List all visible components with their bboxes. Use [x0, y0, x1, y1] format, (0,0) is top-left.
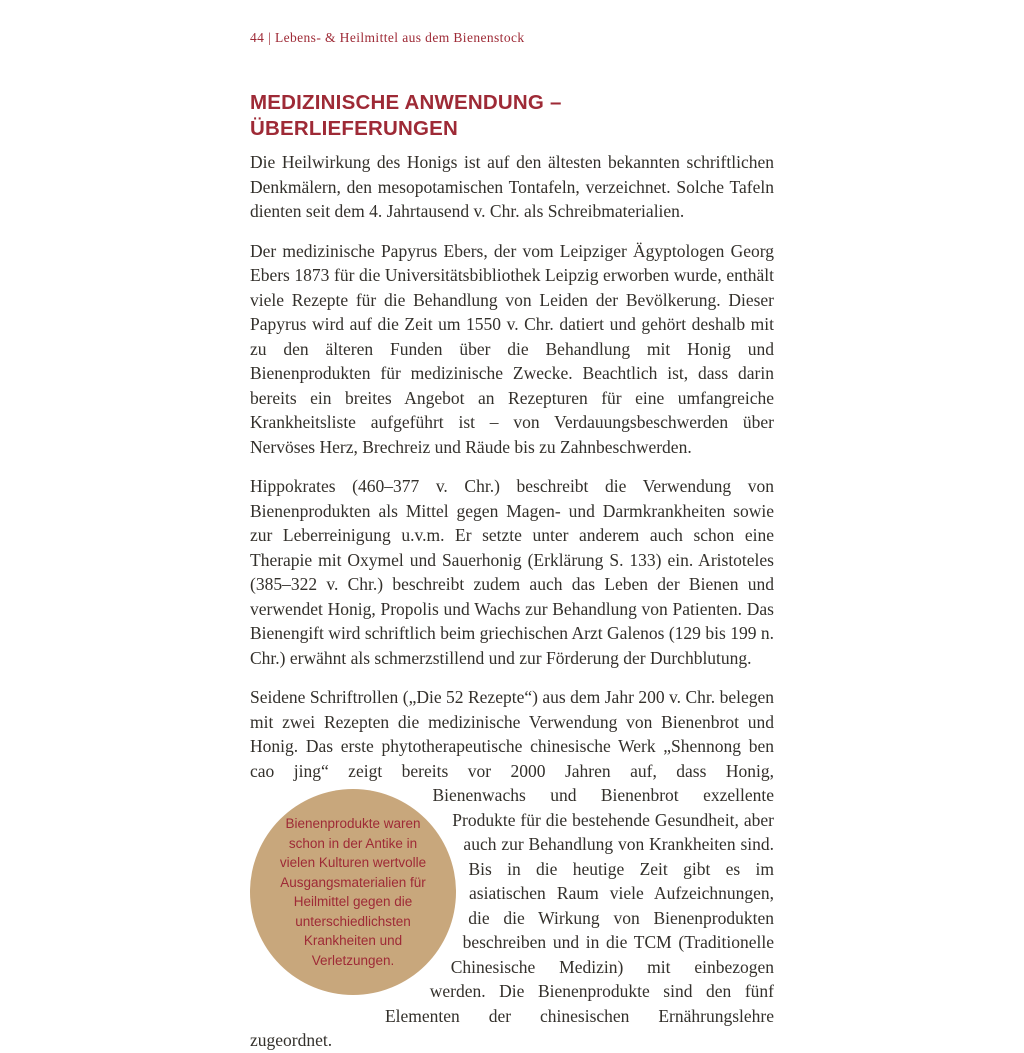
paragraph-papyrus-ebers: Der medizinische Papyrus Ebers, der vom Leipziger Ägyptologen Georg Ebers 1873 für die Universitätsbibliothek Leipzig erworben wurde, enthält viele Rezepte für die Behandlung von Leiden der Bevölkerung. Dieser Papyrus wird auf die Zeit um 1550 v. Chr. datiert und gehört deshalb mit zu den älteren Funden über die Behandlung mit Honig und Bienenprodukten für medizinische Zwecke. Beachtlich ist, dass darin bereits ein breites Angebot an Rezepturen für eine umfangreiche Krankheitsliste aufgeführt ist – von Verdauungsbeschwerden über Nervöses Herz, Brechreiz und Räude bis zu Zahnbeschwerden.	[250, 240, 774, 457]
callout-circle	[250, 789, 456, 995]
paragraph-china-continuation: Bienenwachs und Bienenbrot exzellente Produkte für die bestehende Gesundheit, aber auch zur Behandlung von Krankheiten sind. Bis in die heutige Zeit gibt es im asiatischen Raum viele Aufzeichnungen, die die Wirkung von Bienenprodukten beschreiben und in die TCM (Traditionelle Chinesische Medizin) mit einbezogen werden. Die Bienenprodukte sind den fünf Elementen der chinesischen Ernährungslehre zugeordnet.	[250, 785, 774, 1051]
paragraph-hippokrates: Hippokrates (460–377 v. Chr.) beschreibt die Verwendung von Bienenprodukten als Mittel gegen Magen- und Darmkrankheiten sowie zur Leberreinigung u.v.m. Er setzte unter anderem auch schon eine Therapie mit Oxymel und Sauerhonig (Erklärung S. 133) ein. Aristoteles (385–322 v. Chr.) beschreibt zudem auch das Leben der Bienen und verwendet Honig, Propolis und Wachs zur Behandlung von Patienten. Das Bienengift wird schriftlich beim griechischen Arzt Galenos (129 bis 199 n. Chr.) erwähnt als schmerzstillend und zur Förderung der Durchblutung.	[250, 476, 774, 668]
paragraph-tontafeln: Die Heilwirkung des Honigs ist auf den ältesten bekannten schriftlichen Denkmälern, den mesopotamischen Tontafeln, verzeichnet. Solche Tafeln dienten seit dem 4. Jahrtausend v. Chr. als Schreibmaterialien.	[250, 152, 774, 222]
callout-text: Bienenprodukte waren schon in der Antike in vielen Kulturen wertvolle Ausgangsmaterialien für Heilmittel gegen die unterschiedlichsten Krankheiten und Verletzungen.	[279, 816, 427, 968]
paragraph-china-group	[250, 685, 774, 1053]
paragraph-china-intro: Seidene Schriftrollen („Die 52 Rezepte“) aus dem Jahr 200 v. Chr. belegen mit zwei Rezepten die medizinische Verwendung von Bienenbrot und Honig. Das erste phytotherapeutische chinesische Werk „Shennong ben cao jing“ zeigt bereits vor 2000 Jahren auf, dass Honig,	[250, 687, 774, 781]
section-title: MEDIZINISCHE ANWENDUNG – ÜBERLIEFERUNGEN	[250, 91, 562, 140]
running-header: 44 | Lebens- & Heilmittel aus dem Bienenstock	[250, 30, 525, 45]
text-column	[250, 30, 774, 1053]
